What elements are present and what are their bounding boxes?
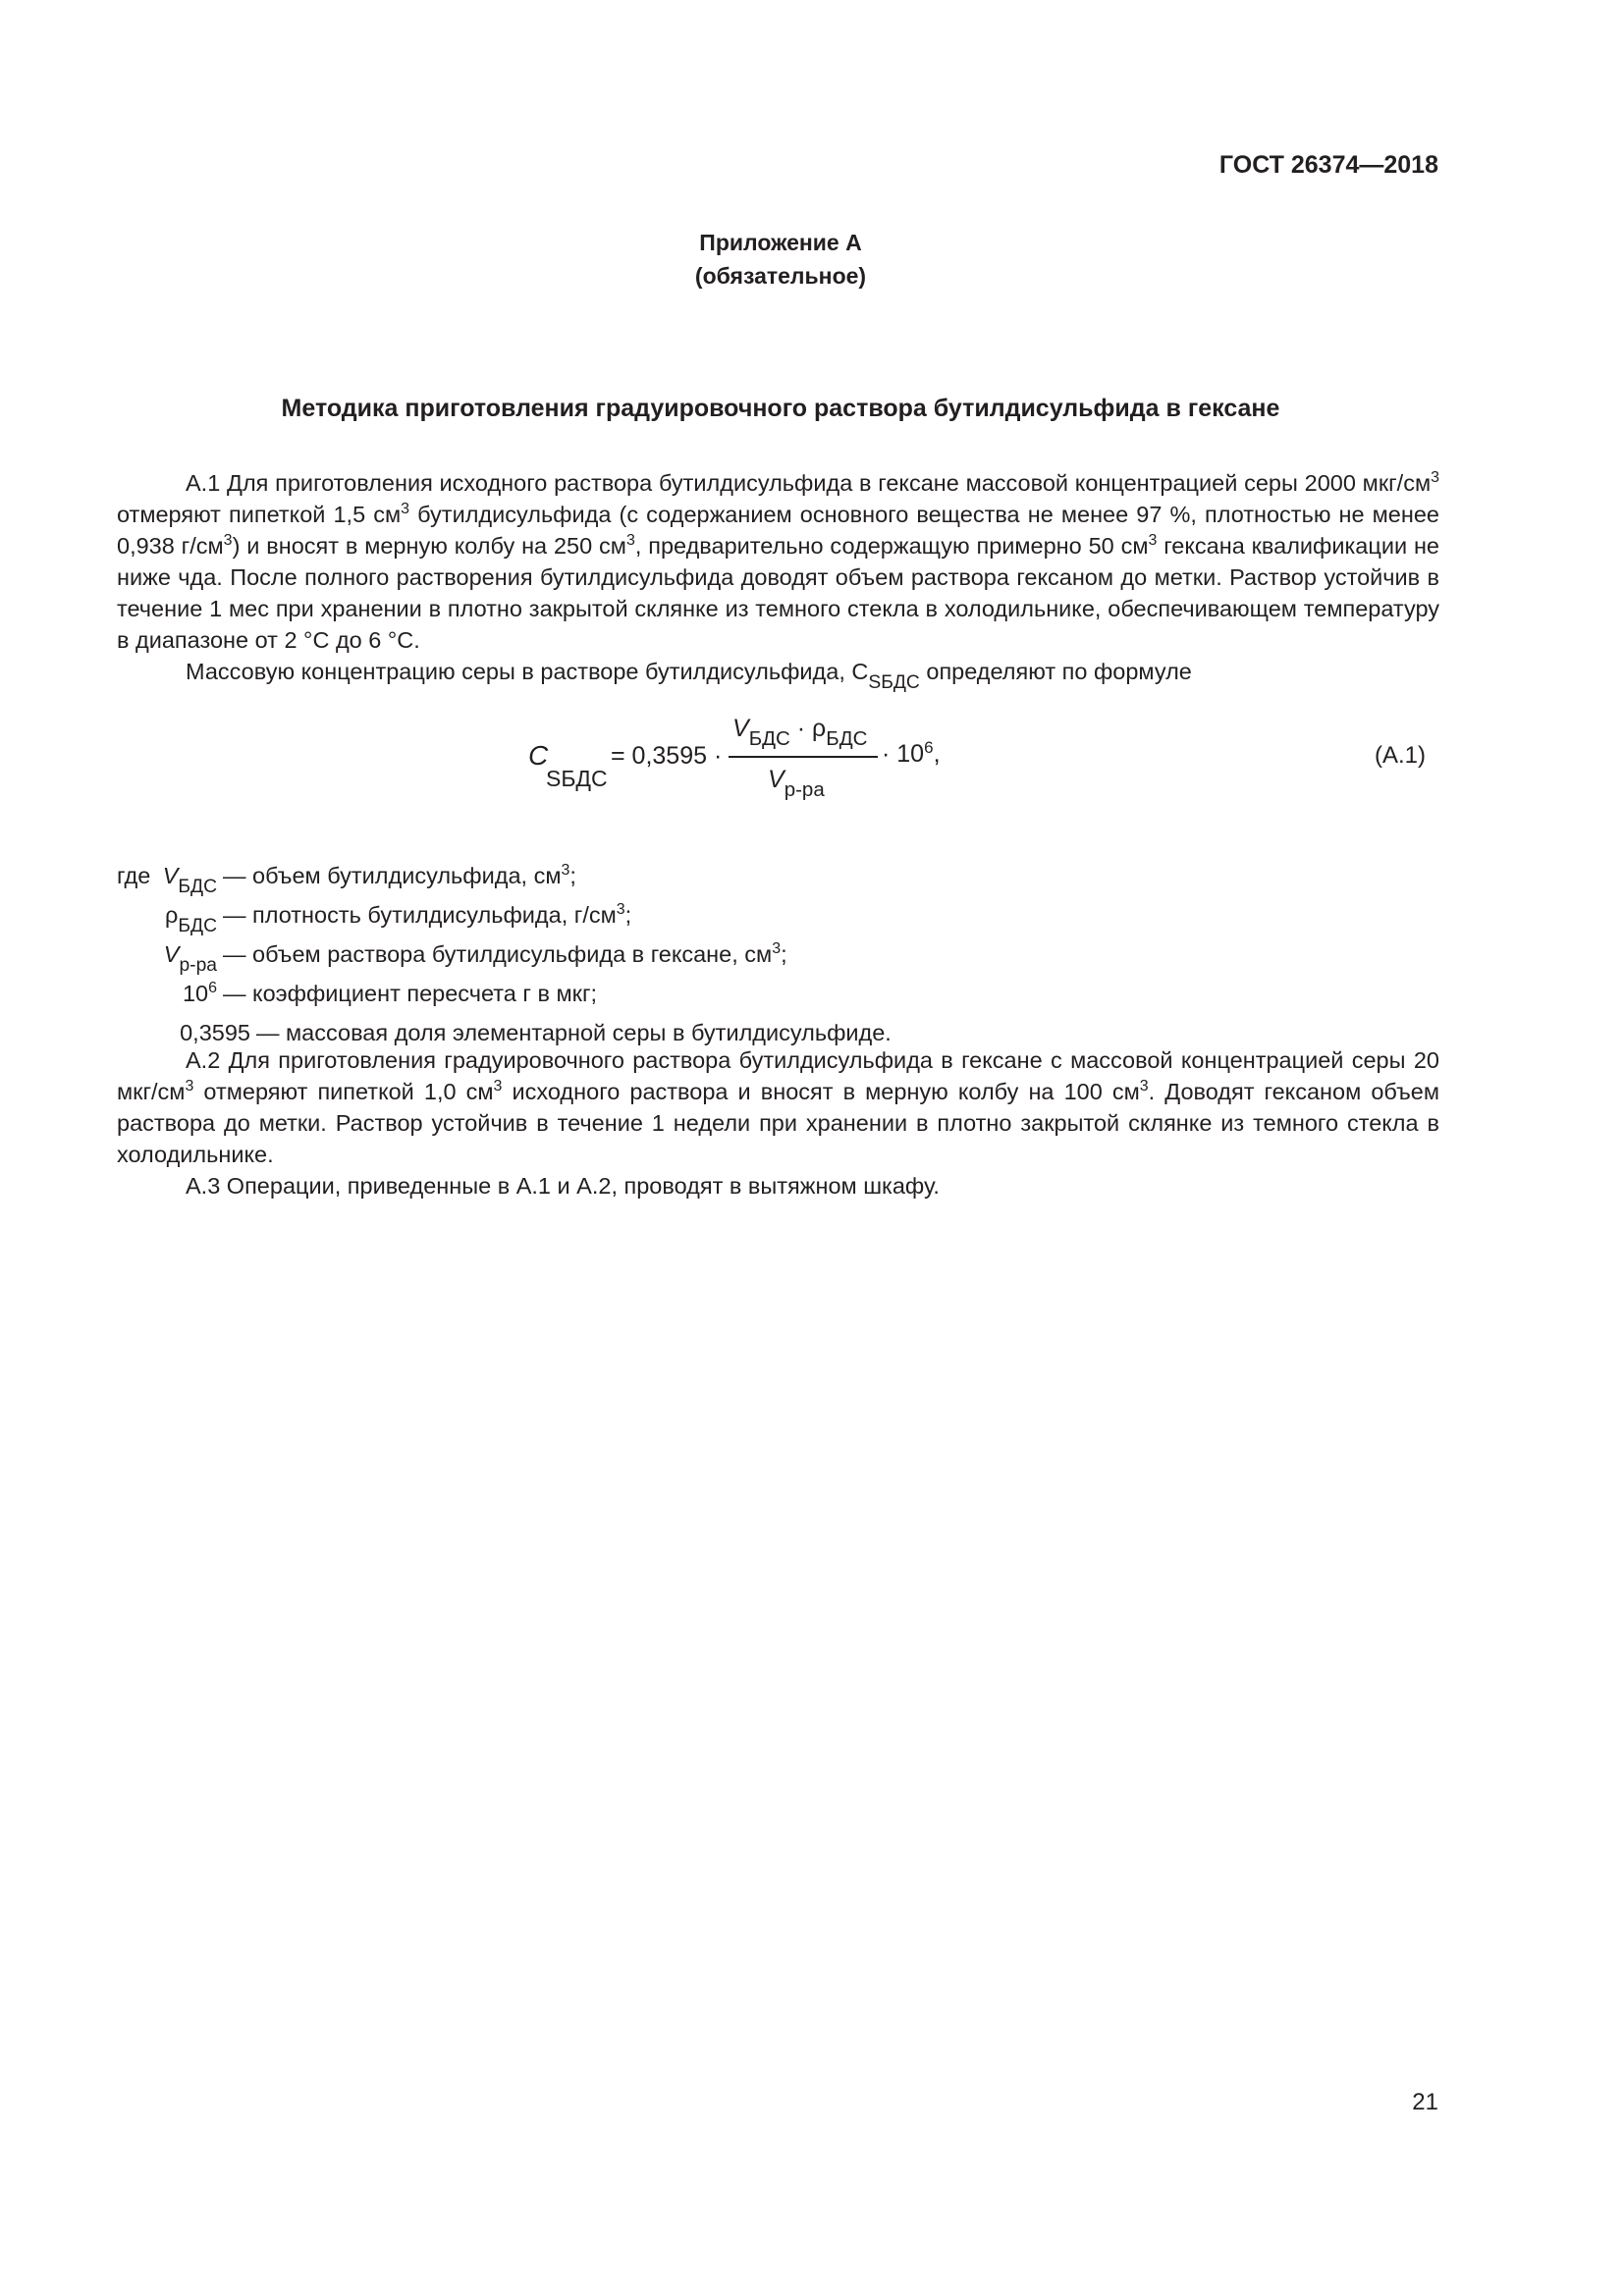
fraction-denominator bbox=[768, 766, 825, 802]
variable-row bbox=[117, 934, 1439, 974]
text-run: А.1 Для приготовления исходного раствора бутилдисульфида в гексане массовой концентрацией серы 2000 мкг/см bbox=[186, 470, 1432, 496]
subscript: БДС bbox=[826, 727, 868, 751]
superscript: 3 bbox=[493, 1078, 503, 1095]
variable-row bbox=[117, 856, 1439, 895]
symbol: V bbox=[163, 941, 180, 967]
paragraph-a3: А.3 Операции, приведенные в А.1 и А.2, проводят в вытяжном шкафу. bbox=[186, 1173, 940, 1199]
text-run: , предварительно содержащую примерно 50 см bbox=[634, 533, 1149, 559]
superscript: 3 bbox=[1139, 1078, 1149, 1095]
superscript: 3 bbox=[401, 501, 410, 518]
text-run: — объем бутилдисульфида, см bbox=[223, 863, 562, 888]
formula-number: (А.1) bbox=[1375, 742, 1427, 769]
variable-row bbox=[117, 974, 1439, 1013]
text-run: · 10 bbox=[882, 740, 925, 768]
text-run: — объем раствора бутилдисульфида в гексане, см bbox=[223, 941, 773, 967]
superscript: 6 bbox=[924, 737, 934, 757]
formula-lhs: C bbox=[528, 740, 549, 771]
variable-description bbox=[223, 856, 576, 895]
superscript: 3 bbox=[625, 532, 635, 550]
body-block-a2-a3 bbox=[117, 1044, 1439, 1201]
formula-a1 bbox=[0, 715, 1623, 813]
variable-definitions bbox=[117, 856, 1439, 1052]
variable-description bbox=[223, 934, 787, 974]
annex-heading bbox=[0, 226, 1561, 293]
variable-row bbox=[117, 895, 1439, 934]
where-label: где bbox=[117, 863, 151, 888]
text-run: гексана квалификации не ниже чда. После полного растворения бутилдисульфида доводят объем раствора гексаном до метки. Раствор устойчив в течение 1 мес при хранении в плотно закрытой склянке из темного стекла в холодильнике, обеспечивающем температуру в диапазоне от 2 °С до 6 °С. bbox=[117, 533, 1439, 653]
text-run: отмеряют пипеткой 1,5 см bbox=[117, 502, 402, 527]
subscript: БДС bbox=[748, 727, 790, 751]
variable-symbol bbox=[117, 895, 217, 934]
symbol-v: V bbox=[732, 715, 749, 742]
text-run: определяют по формуле bbox=[919, 659, 1192, 684]
formula-lhs-subscript bbox=[546, 766, 608, 792]
text-run: Массовую концентрацию серы в растворе бутилдисульфида, C bbox=[186, 659, 869, 684]
symbol-rho: · ρ bbox=[789, 715, 827, 742]
paragraph-a2 bbox=[117, 1044, 1439, 1170]
page-number: 21 bbox=[1412, 2089, 1438, 2115]
superscript: 3 bbox=[223, 532, 233, 550]
text-run: отмеряют пипеткой 1,0 см bbox=[193, 1079, 494, 1104]
text-run: ) и вносят в мерную колбу на 250 см bbox=[232, 533, 626, 559]
variable-description: — массовая доля элементарной серы в бутилдисульфиде. bbox=[256, 1020, 892, 1045]
subscript: р-ра bbox=[179, 954, 217, 976]
subscript: БДС bbox=[178, 876, 217, 897]
subscript-text: SБДС bbox=[546, 766, 608, 791]
text-run: ; bbox=[569, 863, 576, 888]
variable-description bbox=[223, 895, 631, 934]
text-run: ; bbox=[624, 902, 632, 928]
annex-title: Приложение А bbox=[699, 230, 862, 255]
text-run: . Доводят гексаном объем раствора до метки. Раствор устойчив в течение 1 недели при хранении в плотно закрытой склянке из темного стекла в холодильнике. bbox=[117, 1079, 1439, 1167]
body-block-a1 bbox=[117, 467, 1439, 693]
variable-symbol: 0,3595 bbox=[180, 1020, 250, 1045]
text-run: , bbox=[933, 740, 941, 768]
annex-status: (обязательное) bbox=[694, 263, 867, 289]
superscript: 3 bbox=[772, 940, 782, 958]
superscript: 3 bbox=[1431, 469, 1439, 487]
symbol: 10 bbox=[182, 981, 209, 1006]
superscript: 6 bbox=[208, 980, 217, 997]
variable-symbol bbox=[117, 974, 217, 1013]
subscript: SБДС bbox=[868, 671, 920, 693]
paragraph-formula-intro bbox=[117, 656, 1439, 693]
text-run: — плотность бутилдисульфида, г/см bbox=[223, 902, 617, 928]
subscript: БДС bbox=[178, 915, 217, 936]
superscript: 3 bbox=[1148, 532, 1158, 550]
formula-coefficient: = 0,3595 · bbox=[611, 742, 723, 770]
symbol: V bbox=[162, 863, 179, 888]
variable-description: — коэффициент пересчета г в мкг; bbox=[223, 981, 598, 1006]
superscript: 3 bbox=[561, 862, 570, 880]
section-title: Методика приготовления градуировочного раствора бутилдисульфида в гексане bbox=[281, 395, 1280, 422]
variable-symbol bbox=[117, 856, 217, 895]
symbol: ρ bbox=[165, 902, 179, 928]
symbol-v: V bbox=[768, 766, 784, 793]
variable-symbol bbox=[117, 934, 217, 974]
formula-multiplier bbox=[882, 737, 941, 769]
fraction-numerator bbox=[732, 715, 868, 751]
standard-designation: ГОСТ 26374—2018 bbox=[1218, 151, 1438, 179]
text-run: бутилдисульфида (с содержанием основного вещества не менее 97 %, плотностью не менее 0,938 г/см bbox=[117, 502, 1439, 559]
paragraph-a1 bbox=[117, 467, 1439, 656]
superscript: 3 bbox=[616, 901, 625, 919]
superscript: 3 bbox=[185, 1078, 194, 1095]
text-run: исходного раствора и вносят в мерную колбу на 100 см bbox=[502, 1079, 1140, 1104]
text-run: ; bbox=[781, 941, 787, 967]
text-run: А.2 Для приготовления градуировочного раствора бутилдисульфида в гексане с массовой концентрацией серы 20 мкг/см bbox=[117, 1047, 1439, 1104]
fraction-bar bbox=[729, 756, 878, 758]
subscript: р-ра bbox=[784, 778, 825, 802]
